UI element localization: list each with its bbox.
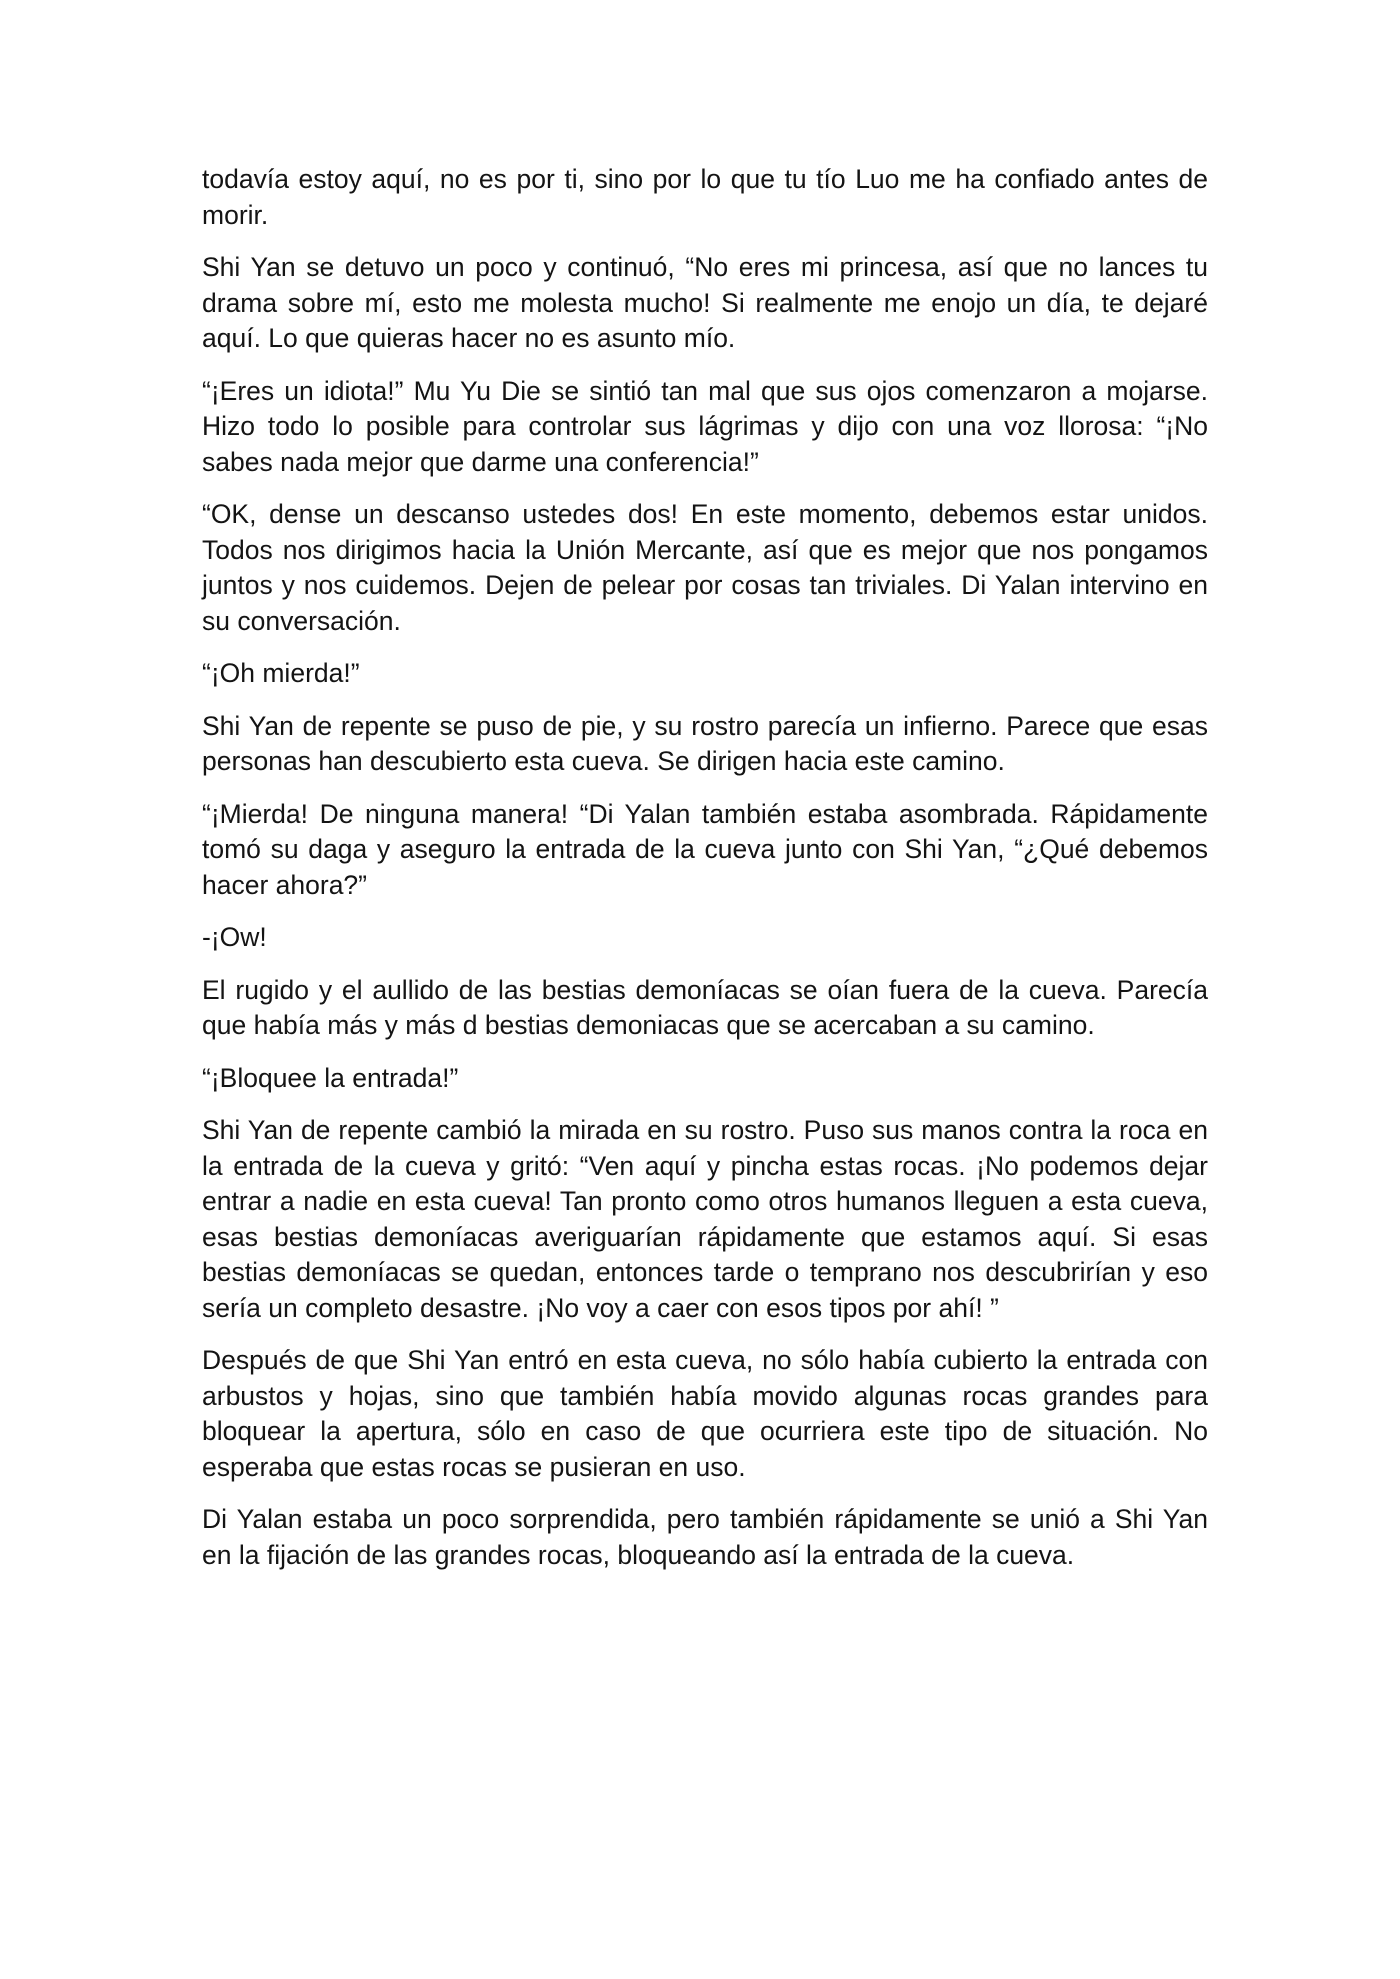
body-text: [202, 162, 1208, 1590]
paragraph-4: “OK, dense un descanso ustedes dos! En este momento, debemos estar unidos. Todos nos dirigimos hacia la Unión Mercante, así que es mejor que nos pongamos juntos y nos cuidemos. Dejen de pelear por cosas tan triviales. Di Yalan intervino en su conversación.: [202, 499, 1208, 636]
paragraph-6: Shi Yan de repente se puso de pie, y su rostro parecía un infierno. Parece que esas personas han descubierto esta cueva. Se dirigen hacia este camino.: [202, 710, 1208, 776]
paragraph-3: “¡Eres un idiota!” Mu Yu Die se sintió tan mal que sus ojos comenzaron a mojarse. Hizo todo lo posible para controlar sus lágrimas y dijo con una voz llorosa: “¡No sabes nada mejor que darme una conferencia!”: [202, 375, 1208, 477]
paragraph-12: Después de que Shi Yan entró en esta cueva, no sólo había cubierto la entrada con arbustos y hojas, sino que también había movido algunas rocas grandes para bloquear la apertura, sólo en caso de que ocurriera este tipo de situación. No esperaba que estas rocas se pusieran en uso.: [202, 1345, 1208, 1482]
paragraph-13: Di Yalan estaba un poco sorprendida, pero también rápidamente se unió a Shi Yan en la fijación de las grandes rocas, bloqueando así la entrada de la cueva.: [202, 1504, 1208, 1570]
paragraph-5: “¡Oh mierda!”: [202, 658, 360, 688]
paragraph-11: Shi Yan de repente cambió la mirada en su rostro. Puso sus manos contra la roca en la entrada de la cueva y gritó: “Ven aquí y pincha estas rocas. ¡No podemos dejar entrar a nadie en esta cueva! Tan pronto como otros humanos lleguen a esta cueva, esas bestias demoníacas averiguarían rápidamente que estamos aquí. Si esas bestias demoníacas se quedan, entonces tarde o temprano nos descubrirían y eso sería un completo desastre. ¡No voy a caer con esos tipos por ahí! ”: [202, 1115, 1208, 1323]
paragraph-1: todavía estoy aquí, no es por ti, sino por lo que tu tío Luo me ha confiado antes de morir.: [202, 164, 1208, 230]
paragraph-7: “¡Mierda! De ninguna manera! “Di Yalan también estaba asombrada. Rápidamente tomó su daga y aseguro la entrada de la cueva junto con Shi Yan, “¿Qué debemos hacer ahora?”: [202, 798, 1208, 900]
paragraph-9: El rugido y el aullido de las bestias demoníacas se oían fuera de la cueva. Parecía que había más y más d bestias demoniacas que se acercaban a su camino.: [202, 974, 1208, 1040]
paragraph-10: “¡Bloquee la entrada!”: [202, 1062, 459, 1093]
paragraph-8: -¡Ow!: [202, 922, 267, 952]
paragraph-2: Shi Yan se detuvo un poco y continuó, “No eres mi princesa, así que no lances tu drama sobre mí, esto me molesta mucho! Si realmente me enojo un día, te dejaré aquí. Lo que quieras hacer no es asunto mío.: [202, 252, 1208, 353]
